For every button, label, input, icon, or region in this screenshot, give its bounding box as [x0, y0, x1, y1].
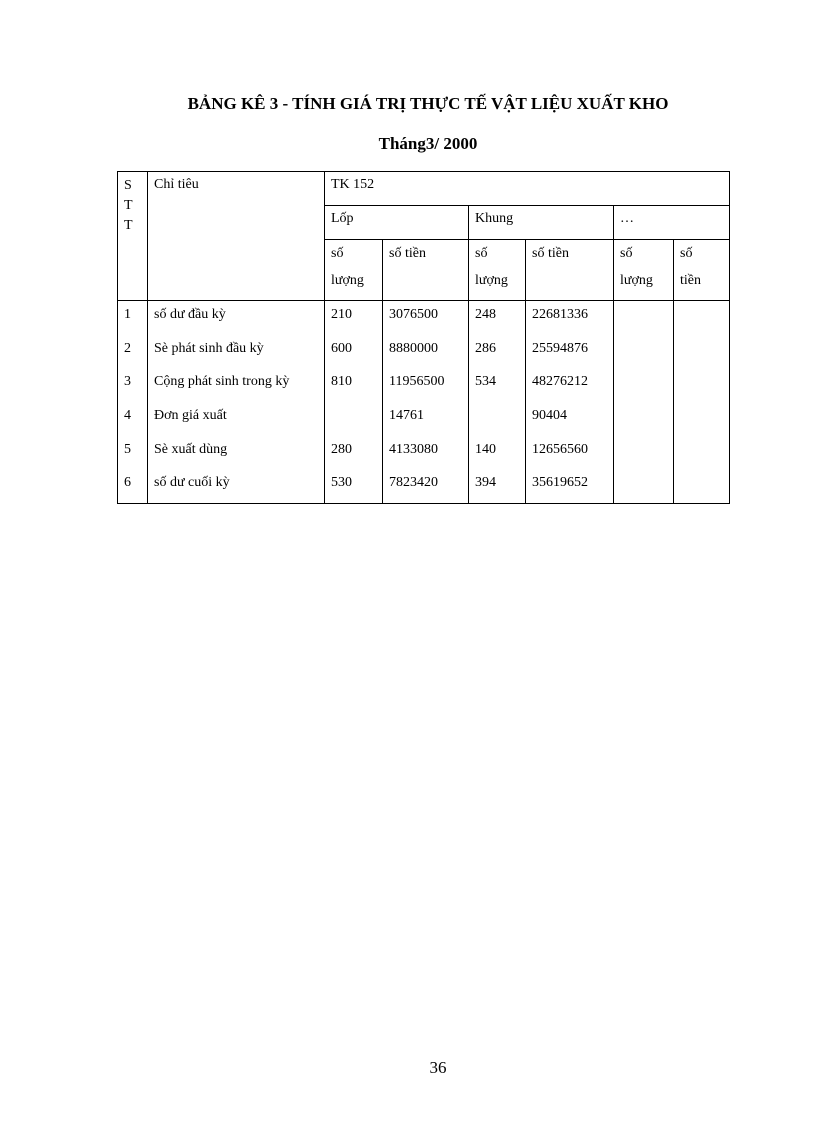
lop-so-tien-column: [383, 301, 469, 504]
label-column: [148, 301, 325, 504]
account-header: TK 152: [325, 172, 730, 206]
so-luong-line2: lượng: [620, 273, 653, 288]
value-cell: 394: [475, 475, 496, 491]
so-luong-line1: số: [475, 246, 488, 261]
value-cell: 8880000: [389, 340, 438, 356]
other-so-luong-column: [614, 301, 674, 504]
so-tien-line1: số: [680, 246, 693, 261]
document-subtitle: Tháng3/ 2000: [378, 134, 478, 153]
so-luong-line1: số: [620, 246, 633, 261]
value-cell: 22681336: [532, 307, 588, 322]
value-cell: [331, 402, 376, 436]
value-cell: 140: [475, 441, 496, 457]
value-cell: 248: [475, 307, 496, 322]
group-header-lop: Lốp: [325, 206, 469, 240]
value-cell: 7823420: [389, 475, 438, 491]
stt-header-t2: T: [124, 218, 133, 233]
label-cell: Sè xuất dùng: [154, 441, 228, 457]
so-luong-line2: lượng: [331, 273, 364, 288]
other-so-tien-header: [674, 240, 730, 301]
table-body-row: [118, 301, 730, 504]
value-cell: 4133080: [389, 441, 438, 457]
value-cell: 210: [331, 307, 352, 322]
so-luong-line1: số: [331, 246, 344, 261]
inventory-table: [117, 171, 730, 504]
stt-cell: 3: [124, 374, 131, 390]
label-cell: Đơn giá xuất: [154, 408, 227, 424]
label-cell: số dư đầu kỳ: [154, 307, 226, 322]
header-row-1: [118, 172, 730, 206]
label-cell: Cộng phát sinh trong kỳ: [154, 374, 290, 390]
document-title: BẢNG KÊ 3 - TÍNH GIÁ TRỊ THỰC TẾ VẬT LIỆU XUẤT KHO: [187, 94, 669, 113]
value-cell: 11956500: [389, 374, 445, 390]
khung-so-tien-header: số tiền: [526, 240, 614, 301]
stt-cell: 4: [124, 408, 131, 424]
lop-so-tien-header: số tiền: [383, 240, 469, 301]
group-header-khung: Khung: [469, 206, 614, 240]
value-cell: 14761: [389, 408, 424, 424]
stt-cell: 2: [124, 340, 131, 356]
other-so-tien-column: [674, 301, 730, 504]
page-number: 36: [429, 1058, 447, 1077]
khung-so-luong-header: [469, 240, 526, 301]
so-tien-line2: tiền: [680, 273, 701, 288]
value-cell: 280: [331, 441, 352, 457]
khung-so-tien-column: [526, 301, 614, 504]
value-cell: 600: [331, 340, 352, 356]
label-cell: Sè phát sinh đầu kỳ: [154, 340, 264, 356]
value-cell: 286: [475, 340, 496, 356]
stt-cell: 6: [124, 475, 131, 491]
stt-header: [118, 172, 148, 301]
so-luong-line2: lượng: [475, 273, 508, 288]
stt-column: [118, 301, 148, 504]
value-cell: 530: [331, 475, 352, 491]
stt-cell: 1: [124, 307, 131, 322]
value-cell: 3076500: [389, 307, 438, 322]
value-cell: 810: [331, 374, 352, 390]
label-cell: số dư cuối kỳ: [154, 475, 230, 491]
stt-header-t1: T: [124, 198, 133, 213]
value-cell: 48276212: [532, 374, 588, 390]
value-cell: 534: [475, 374, 496, 390]
value-cell: 35619652: [532, 475, 588, 491]
stt-cell: 5: [124, 441, 131, 457]
khung-so-luong-column: [469, 301, 526, 504]
chi-tieu-header: Chỉ tiêu: [148, 172, 325, 301]
lop-so-luong-header: [325, 240, 383, 301]
lop-so-luong-column: [325, 301, 383, 504]
other-so-luong-header: [614, 240, 674, 301]
stt-header-s: S: [124, 178, 132, 193]
group-header-other: …: [614, 206, 730, 240]
value-cell: 90404: [532, 408, 567, 424]
value-cell: 25594876: [532, 340, 588, 356]
value-cell: 12656560: [532, 441, 588, 457]
value-cell: [475, 402, 519, 436]
